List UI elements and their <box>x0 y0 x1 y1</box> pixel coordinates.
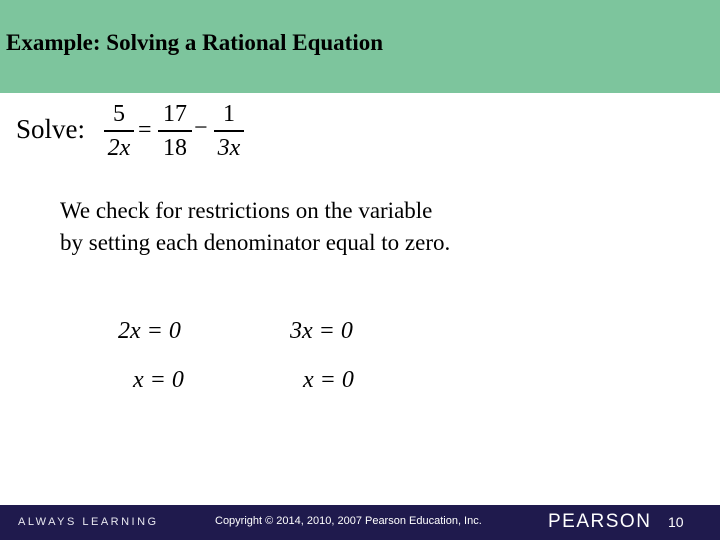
fraction-1-over-3x <box>214 100 244 162</box>
minus-sign: − <box>194 115 208 141</box>
fraction-5-over-2x <box>104 100 134 162</box>
fraction-numerator: 17 <box>163 101 187 127</box>
fraction-bar <box>214 130 244 132</box>
explanation-text <box>60 195 580 259</box>
title-bar <box>0 0 720 93</box>
fraction-denominator: 2x <box>107 134 131 161</box>
fraction-numerator: 5 <box>113 101 125 127</box>
fraction-bar <box>104 130 134 132</box>
fraction-bar <box>158 130 192 132</box>
footer-bar <box>0 505 720 540</box>
solve-label: Solve: <box>16 114 86 144</box>
fraction-numerator: 1 <box>223 101 235 127</box>
fraction-denominator: 18 <box>163 134 187 161</box>
page-number: 10 <box>668 514 684 530</box>
explanation-line-2: by setting each denominator equal to zero. <box>60 230 451 255</box>
equation-x-equals-0-left: x = 0 <box>133 367 184 393</box>
pearson-logo: PEARSON <box>548 511 652 532</box>
fraction-17-over-18 <box>158 100 192 162</box>
equation-3x-equals-0: 3x = 0 <box>290 318 353 344</box>
equals-sign: = <box>138 117 152 143</box>
equation-2x-equals-0: 2x = 0 <box>118 318 181 344</box>
explanation-line-1: We check for restrictions on the variable <box>60 198 433 223</box>
footer-tagline: ALWAYS LEARNING <box>18 516 159 528</box>
fraction-denominator: 3x <box>217 134 241 161</box>
equation-x-equals-0-right: x = 0 <box>303 367 354 393</box>
footer-copyright: Copyright © 2014, 2010, 2007 Pearson Education, Inc. <box>215 515 482 527</box>
slide-title: Example: Solving a Rational Equation <box>6 30 384 55</box>
